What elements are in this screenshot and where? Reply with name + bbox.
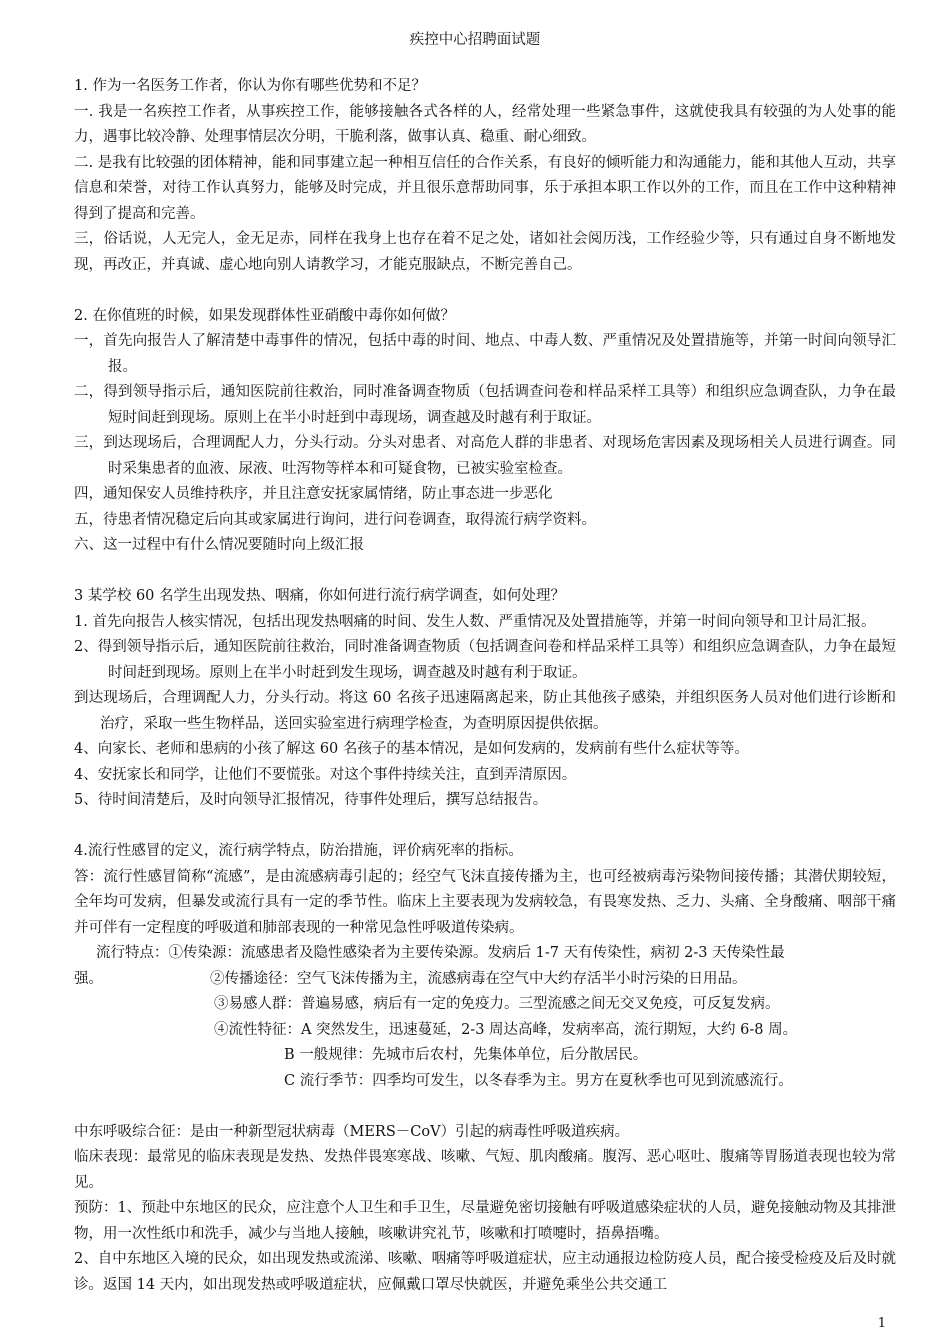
q3-answer-4: 4、向家长、老师和患病的小孩了解这 60 名孩子的基本情况，是如何发病的，发病前有些什么症状等等。 <box>74 741 749 757</box>
q2-answer-6: 六、这一过程中有什么情况要随时向上级汇报 <box>74 537 364 553</box>
q4-feature-route-lead: 强。 <box>74 970 103 987</box>
q4-feature-rule: B 一般规律：先城市后农村，先集体单位，后分散居民。 <box>284 1047 648 1063</box>
question-1: 1. 作为一名医务工作者，你认为你有哪些优势和不足？ <box>74 78 426 94</box>
q2-answer-3: 三，到达现场后，合理调配人力，分头行动。分头对患者、对高危人群的非患者、对现场危害因素及现场相关人员进行调查。同时采集患者的血液、尿液、吐泻物等样本和可疑食物，已被实验室检查。 <box>74 435 896 477</box>
q4-feature-season: C 流行季节：四季均可发生，以冬春季为主。男方在夏秋季也可见到流感流行。 <box>284 1072 793 1089</box>
q4-feature-route <box>74 967 896 993</box>
question-3: 3 某学校 60 名学生出现发热、咽痛，你如何进行流行病学调查，如何处理？ <box>74 588 566 604</box>
q4-feature-source: 流行特点：①传染源：流感患者及隐性感染者为主要传染源。发病后 1-7 天有传染性，病初 2-3 天传染性最 <box>96 945 785 961</box>
q4-feature-route-text: ②传播途径：空气飞沫传播为主，流感病毒在空气中大约存活半小时污染的日用品。 <box>210 970 747 987</box>
q2-answer-1: 一，首先向报告人了解清楚中毒事件的情况，包括中毒的时间、地点、中毒人数、严重情况及处置措施等，并第一时间向领导汇报。 <box>74 333 896 375</box>
page-number: 1 <box>877 1316 886 1331</box>
q3-answer-6: 5、待时间清楚后，及时向领导汇报情况，待事件处理后，撰写总结报告。 <box>74 792 548 808</box>
q3-answer-3: 到达现场后，合理调配人力，分头行动。将这 60 名孩子迅速隔离起来，防止其他孩子感染，并组织医务人员对他们进行诊断和治疗，采取一些生物样品，送回实验室进行病理学检查，为查明原因提供依据。 <box>74 690 896 732</box>
q1-answer-3: 三，俗话说，人无完人，金无足赤，同样在我身上也存在着不足之处，诸如社会阅历浅，工作经验少等，只有通过自身不断地发现，再改正，并真诚、虚心地向别人请教学习，才能克服缺点，不断完善自己。 <box>74 231 896 273</box>
mers-prevention-2: 2、自中东地区入境的民众，如出现发热或流涕、咳嗽、咽痛等呼吸道症状，应主动通报边检防疫人员，配合接受检疫及后及时就诊。返国 14 天内，如出现发热或呼吸道症状，应佩戴口罩尽快就医，并避免乘坐公共交通工 <box>74 1251 896 1293</box>
question-2: 2. 在你值班的时候，如果发现群体性亚硝酸中毒你如何做？ <box>74 307 455 324</box>
mers-prevention-1: 预防：1、预赴中东地区的民众，应注意个人卫生和手卫生，尽量避免密切接触有呼吸道感染症状的人员，避免接触动物及其排泄物，用一次性纸巾和洗手，减少与当地人接触，咳嗽讲究礼节，咳嗽和打喷嚏时，捂鼻捂嘴。 <box>74 1200 896 1242</box>
spacer <box>74 1094 896 1120</box>
document-body <box>74 74 896 1298</box>
question-4: 4.流行性感冒的定义，流行病学特点，防治措施，评价病死率的指标。 <box>74 843 523 859</box>
q4-feature-epidemic: ④流性特征：A 突然发生，迅速蔓延，2-3 周达高峰，发病率高，流行期短，大约 6-8 周。 <box>214 1021 798 1038</box>
page-title: 疾控中心招聘面试题 <box>409 32 541 48</box>
q1-answer-2: 二. 是我有比较强的团体精神，能和同事建立起一种相互信任的合作关系，有良好的倾听能力和沟通能力，能和其他人互动，共享信息和荣誉，对待工作认真努力，能够及时完成，并且很乐意帮助同事，乐于承担本职工作以外的工作，而且在工作中这种精神得到了提高和完善。 <box>74 154 896 222</box>
q2-answer-4: 四，通知保安人员维持秩序，并且注意安抚家属情绪，防止事态进一步恶化 <box>74 486 553 502</box>
q3-answer-1: 1. 首先向报告人核实情况，包括出现发热咽痛的时间、发生人数、严重情况及处置措施等，并第一时间向领导和卫计局汇报。 <box>74 613 876 630</box>
spacer <box>74 559 896 585</box>
q1-answer-1: 一. 我是一名疾控工作者，从事疾控工作，能够接触各式各样的人，经常处理一些紧急事件，这就使我具有较强的为人处事的能力，遇事比较冷静、处理事情层次分明，干脆利落，做事认真、稳重、耐心细致。 <box>74 103 896 145</box>
q4-answer: 答：流行性感冒简称“流感”，是由流感病毒引起的；经空气飞沫直接传播为主，也可经被病毒污染物间接传播；其潜伏期较短，全年均可发病，但暴发或流行具有一定的季节性。临床上主要表现为发病较急，有畏寒发热、乏力、头痛、全身酸痛、咽部干痛并可伴有一定程度的呼吸道和肺部表现的一种常见急性呼吸道传染病。 <box>74 868 896 936</box>
q2-answer-5: 五，待患者情况稳定后向其或家属进行询问，进行问卷调查，取得流行病学资料。 <box>74 511 596 528</box>
spacer <box>74 814 896 840</box>
q2-answer-2: 二，得到领导指示后，通知医院前往救治，同时准备调查物质（包括调查问卷和样品采样工具等）和组织应急调查队，力争在最短时间赶到现场。原则上在半小时赶到中毒现场，调查越及时越有利于取证。 <box>74 384 896 426</box>
q4-feature-susceptible: ③易感人群：普遍易感，病后有一定的免疫力。三型流感之间无交叉免疫，可反复发病。 <box>214 996 780 1012</box>
q3-answer-2: 2、得到领导指示后，通知医院前往救治，同时准备调查物质（包括调查问卷和样品采样工具等）和组织应急调查队，力争在最短时间赶到现场。原则上在半小时赶到发生现场，调查越及时越有利于取证。 <box>74 639 896 681</box>
spacer <box>74 278 896 304</box>
mers-clinical: 临床表现：最常见的临床表现是发热、发热伴畏寒寒战、咳嗽、气短、肌肉酸痛。腹泻、恶心呕吐、腹痛等胃肠道表现也较为常见。 <box>74 1149 896 1191</box>
mers-definition: 中东呼吸综合征：是由一种新型冠状病毒（MERS－CoV）引起的病毒性呼吸道疾病。 <box>74 1123 630 1140</box>
q3-answer-5: 4、安抚家长和同学，让他们不要慌张。对这个事件持续关注，直到弄清原因。 <box>74 766 577 783</box>
